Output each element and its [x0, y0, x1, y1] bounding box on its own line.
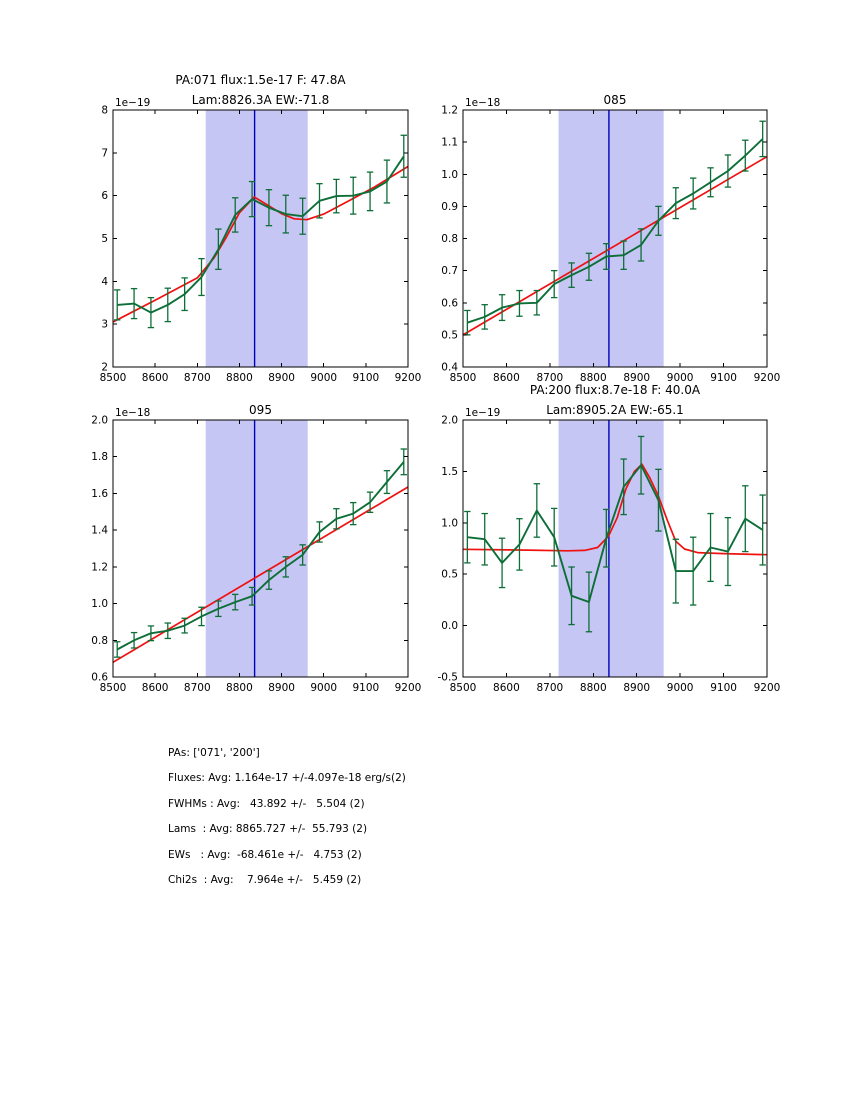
stats-line-fwhms: FWHMs : Avg: 43.892 +/- 5.504 (2)	[168, 797, 365, 810]
x-tick-label: 8500	[99, 682, 127, 694]
x-tick-label: 9200	[753, 372, 781, 384]
stats-line-chi2s: Chi2s : Avg: 7.964e +/- 5.459 (2)	[168, 873, 362, 886]
y-tick-label: 1.2	[91, 561, 108, 574]
x-tick-label: 8900	[623, 682, 651, 694]
x-tick-label: 8700	[183, 682, 211, 694]
x-tick-label: 8800	[226, 682, 253, 694]
x-tick-label: 8700	[536, 682, 564, 694]
x-tick-label: 8600	[141, 372, 169, 384]
subplot-bottom-left	[91, 403, 421, 694]
x-tick-label: 9000	[666, 372, 694, 384]
plot-title: 095	[249, 403, 272, 417]
x-tick-label: 8600	[141, 682, 169, 694]
y-tick-label: 5	[101, 233, 108, 245]
x-tick-label: 9100	[710, 682, 737, 694]
x-tick-label: 9100	[352, 372, 380, 384]
x-tick-label: 8800	[226, 372, 253, 384]
y-tick-label: 6	[101, 190, 108, 203]
x-tick-label: 9100	[352, 682, 380, 694]
x-tick-label: 9100	[710, 372, 737, 384]
x-tick-label: 8800	[579, 682, 607, 694]
x-tick-label: 8500	[449, 682, 477, 694]
x-tick-label: 8500	[99, 372, 127, 384]
x-tick-label: 9200	[753, 682, 781, 694]
x-tick-label: 9200	[394, 682, 422, 694]
y-axis-offset-label: 1e−18	[465, 97, 501, 109]
selection-band	[559, 420, 664, 677]
y-tick-label: 1.0	[441, 517, 458, 530]
subplot-bottom-right	[438, 383, 781, 694]
y-tick-label: 2	[101, 361, 108, 374]
y-tick-label: 0.9	[441, 200, 458, 213]
x-tick-label: 8600	[493, 372, 520, 384]
y-tick-label: 0.6	[441, 297, 458, 310]
y-tick-label: 1.5	[441, 465, 458, 478]
y-tick-label: 0.4	[441, 361, 458, 374]
y-tick-label: 3	[101, 318, 108, 331]
y-tick-label: 1.6	[91, 487, 108, 500]
stats-line-fluxes: Fluxes: Avg: 1.164e-17 +/-4.097e-18 erg/s(2)	[168, 772, 406, 785]
x-tick-label: 8700	[536, 372, 564, 384]
plot-title: Lam:8826.3A EW:-71.8	[191, 93, 330, 107]
stats-line-pas: PAs: ['071', '200']	[168, 747, 260, 759]
y-tick-label: 0.5	[441, 568, 458, 581]
subplot-top-left	[100, 73, 422, 384]
y-tick-label: 8	[101, 104, 108, 117]
stats-line-lams: Lams : Avg: 8865.727 +/- 55.793 (2)	[168, 823, 368, 836]
x-tick-label: 8600	[493, 682, 520, 694]
x-tick-label: 8800	[579, 372, 607, 384]
selection-band	[206, 420, 308, 677]
x-tick-label: 8900	[623, 372, 651, 384]
selection-band	[559, 110, 664, 367]
x-tick-label: 8900	[268, 682, 295, 694]
x-tick-label: 9200	[394, 372, 422, 384]
y-tick-label: 2.0	[441, 414, 458, 427]
y-tick-label: -0.5	[437, 671, 458, 684]
plot-title: PA:200 flux:8.7e-18 F: 40.0A	[529, 383, 701, 397]
y-tick-label: 7	[101, 147, 108, 160]
x-tick-label: 9000	[310, 682, 338, 694]
y-tick-label: 1.2	[441, 104, 458, 117]
y-tick-label: 0.6	[91, 671, 108, 684]
y-tick-label: 1.1	[441, 136, 458, 149]
y-tick-label: 2.0	[91, 414, 108, 427]
y-tick-label: 0.5	[441, 329, 458, 342]
x-tick-label: 9000	[666, 682, 694, 694]
x-tick-label: 8700	[183, 372, 211, 384]
stats-block	[168, 741, 406, 893]
selection-band	[206, 110, 308, 367]
y-tick-label: 4	[101, 275, 108, 288]
y-tick-label: 1.0	[91, 598, 108, 611]
y-axis-offset-label: 1e−19	[115, 97, 151, 109]
y-tick-label: 1.4	[91, 524, 108, 537]
plot-title: PA:071 flux:1.5e-17 F: 47.8A	[175, 73, 346, 87]
y-tick-label: 1.0	[441, 168, 458, 181]
y-tick-label: 0.8	[441, 233, 458, 245]
x-tick-label: 8900	[268, 372, 295, 384]
y-tick-label: 0.7	[441, 265, 458, 278]
y-tick-label: 1.8	[91, 451, 108, 464]
subplot-top-right	[441, 93, 780, 384]
x-tick-label: 9000	[310, 372, 338, 384]
x-tick-label: 8500	[449, 372, 477, 384]
stats-line-ews: EWs : Avg: -68.461e +/- 4.753 (2)	[168, 848, 362, 861]
y-tick-label: 0.0	[441, 620, 458, 633]
y-tick-label: 0.8	[91, 634, 108, 647]
y-axis-offset-label: 1e−19	[465, 407, 501, 419]
y-axis-offset-label: 1e−18	[115, 407, 151, 419]
plot-title: Lam:8905.2A EW:-65.1	[546, 403, 684, 417]
plot-title: 085	[603, 93, 627, 107]
